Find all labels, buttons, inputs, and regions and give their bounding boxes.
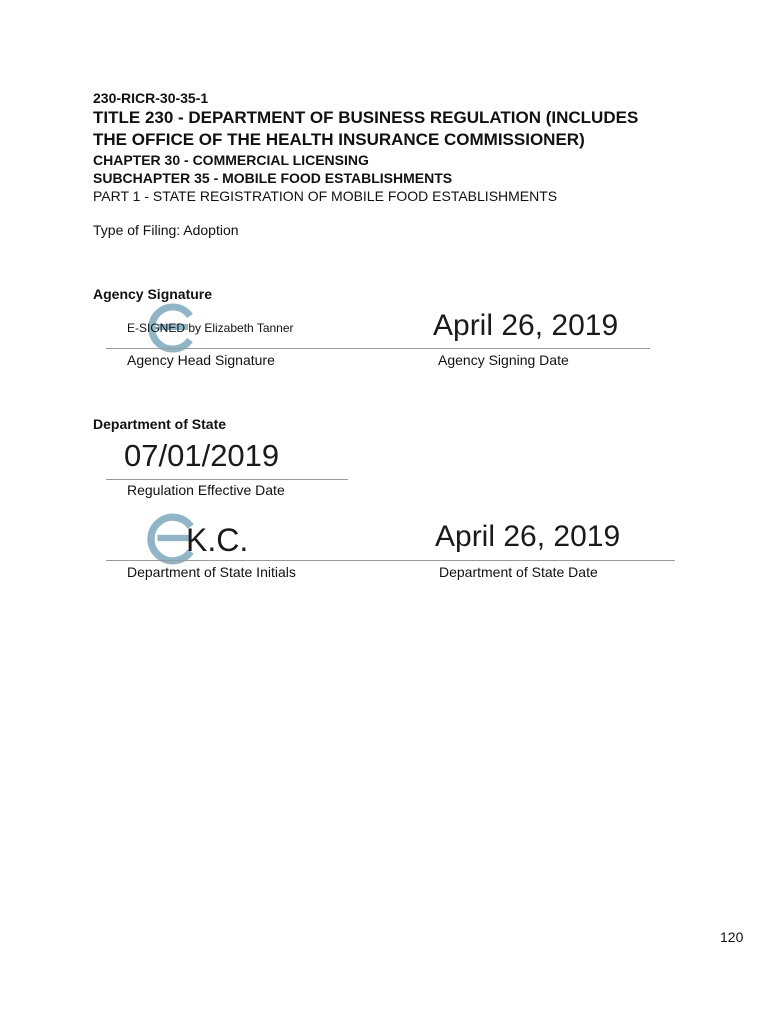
effective-date-value: 07/01/2019: [124, 438, 280, 473]
effective-date-label: Regulation Effective Date: [127, 482, 285, 498]
subchapter-heading: SUBCHAPTER 35 - MOBILE FOOD ESTABLISHMENTS: [93, 170, 453, 186]
type-of-filing: Type of Filing: Adoption: [93, 222, 239, 238]
title-line-2: THE OFFICE OF THE HEALTH INSURANCE COMMISSIONER): [93, 130, 585, 149]
page-number: 120: [720, 929, 744, 945]
state-initials-value: K.C.: [186, 522, 249, 558]
part-heading: PART 1 - STATE REGISTRATION OF MOBILE FOOD ESTABLISHMENTS: [93, 188, 558, 204]
effective-date-line: [106, 479, 348, 480]
chapter-heading: CHAPTER 30 - COMMERCIAL LICENSING: [93, 152, 369, 168]
agency-signature-line: [106, 348, 650, 349]
agency-signature-heading: Agency Signature: [93, 286, 213, 302]
agency-signature-value: E-SIGNED by Elizabeth Tanner: [127, 321, 294, 335]
state-date-label: Department of State Date: [439, 564, 598, 580]
agency-signing-date-label: Agency Signing Date: [438, 352, 569, 368]
state-date-value: April 26, 2019: [435, 520, 621, 553]
department-of-state-heading: Department of State: [93, 416, 227, 432]
state-initials-label: Department of State Initials: [127, 564, 296, 580]
title-line-1: TITLE 230 - DEPARTMENT OF BUSINESS REGULATION (INCLUDES: [93, 108, 639, 127]
rule-id: 230-RICR-30-35-1: [93, 90, 209, 106]
state-initials-line: [106, 560, 675, 561]
agency-signing-date-value: April 26, 2019: [433, 309, 619, 342]
agency-head-signature-label: Agency Head Signature: [127, 352, 275, 368]
